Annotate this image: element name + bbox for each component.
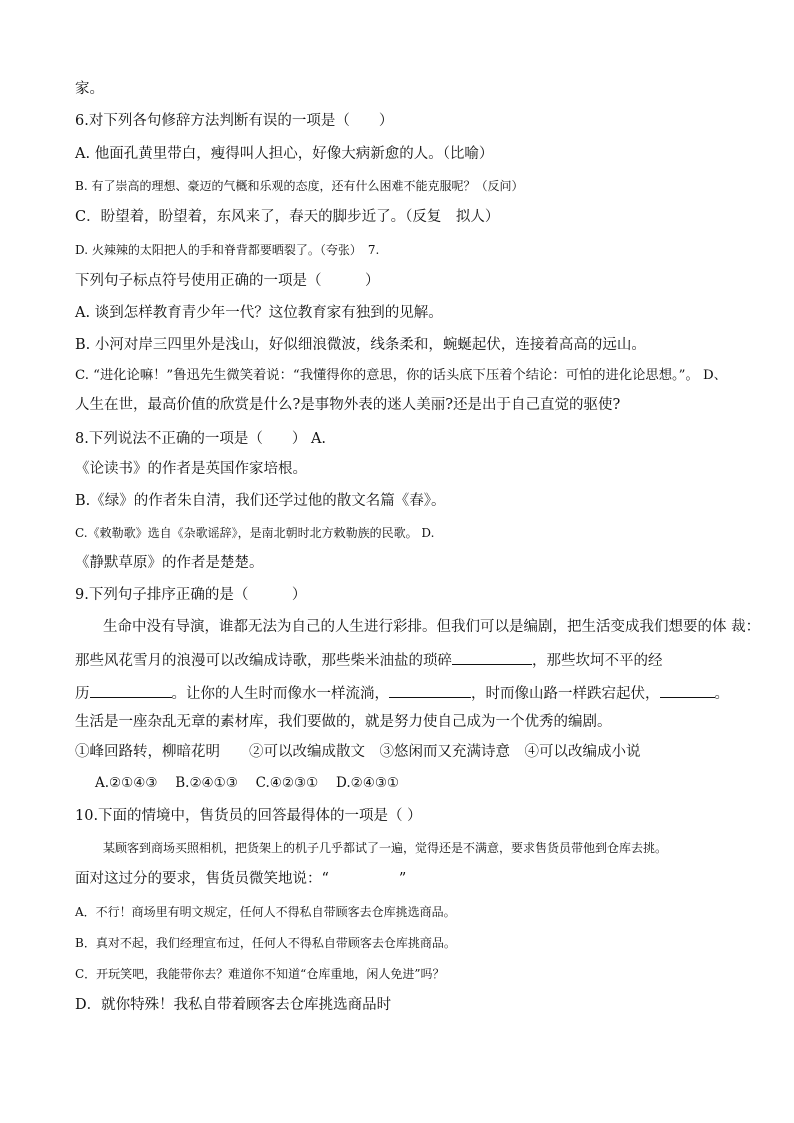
text-line: 家。 [75, 81, 104, 97]
scenario-text: 面对这过分的要求，售货员微笑地说：“ [75, 871, 329, 887]
option-line: C．开玩笑吧，我能带你去？难道你不知道“仓库重地，闲人免进”吗？ [75, 967, 445, 981]
option-line: C．盼望着，盼望着，东风来了，春天的脚步近了。（反复 拟人） [75, 209, 500, 225]
option-line: D．就你特殊！我私自带着顾客去仓库挑选商品时 [75, 997, 392, 1013]
sentence-options: ①峰回路转，柳暗花明 ②可以改编成散文 ③悠闲而又充满诗意 ④可以改编成小说 [75, 744, 641, 760]
question-10: 10.下面的情境中，售货员的回答最得体的一项是（ ） [75, 808, 422, 824]
option-line: 《静默草原》的作者是楚楚。 [75, 555, 264, 571]
option-line: B.《绿》的作者朱自清，我们还学过他的散文名篇《春》。 [75, 493, 446, 509]
passage-line: 生命中没有导演，谁都无法为自己的人生进行彩排。但我们可以是编剧，把生活变成我们想要的体 裁： [103, 619, 761, 635]
question-6: 6.对下列各句修辞方法判断有误的一项是（ ） [75, 113, 394, 129]
passage-line [75, 684, 729, 702]
passage-text: 那些风花雪月的浪漫可以改编成诗歌，那些柴米油盐的琐碎 [75, 653, 452, 669]
passage-text: 。 [714, 686, 729, 702]
blank-1 [452, 651, 532, 665]
passage-line [75, 651, 663, 669]
option-line: 《论读书》的作者是英国作家培根。 [75, 461, 307, 477]
blank-2 [90, 684, 172, 698]
question-7: 下列句子标点符号使用正确的一项是（ ） [75, 273, 380, 289]
option-line: B．真对不起，我们经理宣布过，任何人不得私自带顾客去仓库挑商品。 [75, 936, 456, 950]
option-line: C. “进化论嘛！”鲁迅先生微笑着说：“我懂得你的意思，你的话头底下压着个结论：可怕的进化论思想。”。 D、 [75, 368, 727, 383]
passage-text: 历 [75, 686, 90, 702]
question-9: 9.下列句子排序正确的是（ ） [75, 587, 307, 603]
option-line: 人生在世，最高价值的欣赏是什么?是事物外表的迷人美丽?还是出于自己直觉的驱使? [75, 397, 621, 413]
passage-text: ，时而像山路一样跌宕起伏， [471, 686, 660, 702]
passage-text: ，那些坎坷不平的经 [532, 653, 663, 669]
scenario-text: ” [398, 871, 407, 887]
option-line: B. 小河对岸三四里外是浅山，好似细浪微波，线条柔和，蜿蜒起伏，连接着高高的远山。 [75, 337, 646, 353]
passage-line: 生活是一座杂乱无章的素材库，我们要做的，就是努力使自己成为一个优秀的编剧。 [75, 714, 612, 730]
option-line: A. 谈到怎样教育青少年一代？这位教育家有独到的见解。 [75, 305, 443, 321]
question-8: 8.下列说法不正确的一项是（ ） A. [75, 431, 327, 447]
option-line: C.《敕勒歌》选自《杂歌谣辞》，是南北朝时北方敕勒族的民歌。 D. [75, 526, 435, 540]
option-line: D. 火辣辣的太阳把人的手和脊背都要晒裂了。（夸张） 7. [75, 243, 380, 257]
answer-options: A.②①④③ B.②④①③ C.④②③① D.②④③① [95, 775, 400, 791]
blank-3 [389, 684, 471, 698]
scenario-line: 某顾客到商场买照相机，把货架上的机子几乎都试了一遍，觉得还是不满意，要求售货员带他到仓库去挑。 [103, 841, 668, 855]
passage-text: 。让你的人生时而像水一样流淌， [171, 686, 389, 702]
option-line: A. 他面孔黄里带白，瘦得叫人担心，好像大病新愈的人。（比喻） [75, 146, 494, 162]
scenario-line [75, 872, 406, 887]
blank-4 [660, 684, 715, 698]
option-line: A．不行！商场里有明文规定，任何人不得私自带顾客去仓库挑选商品。 [75, 905, 456, 919]
option-line: B. 有了崇高的理想、豪迈的气概和乐观的态度，还有什么困难不能克服呢？（反问） [75, 179, 524, 193]
